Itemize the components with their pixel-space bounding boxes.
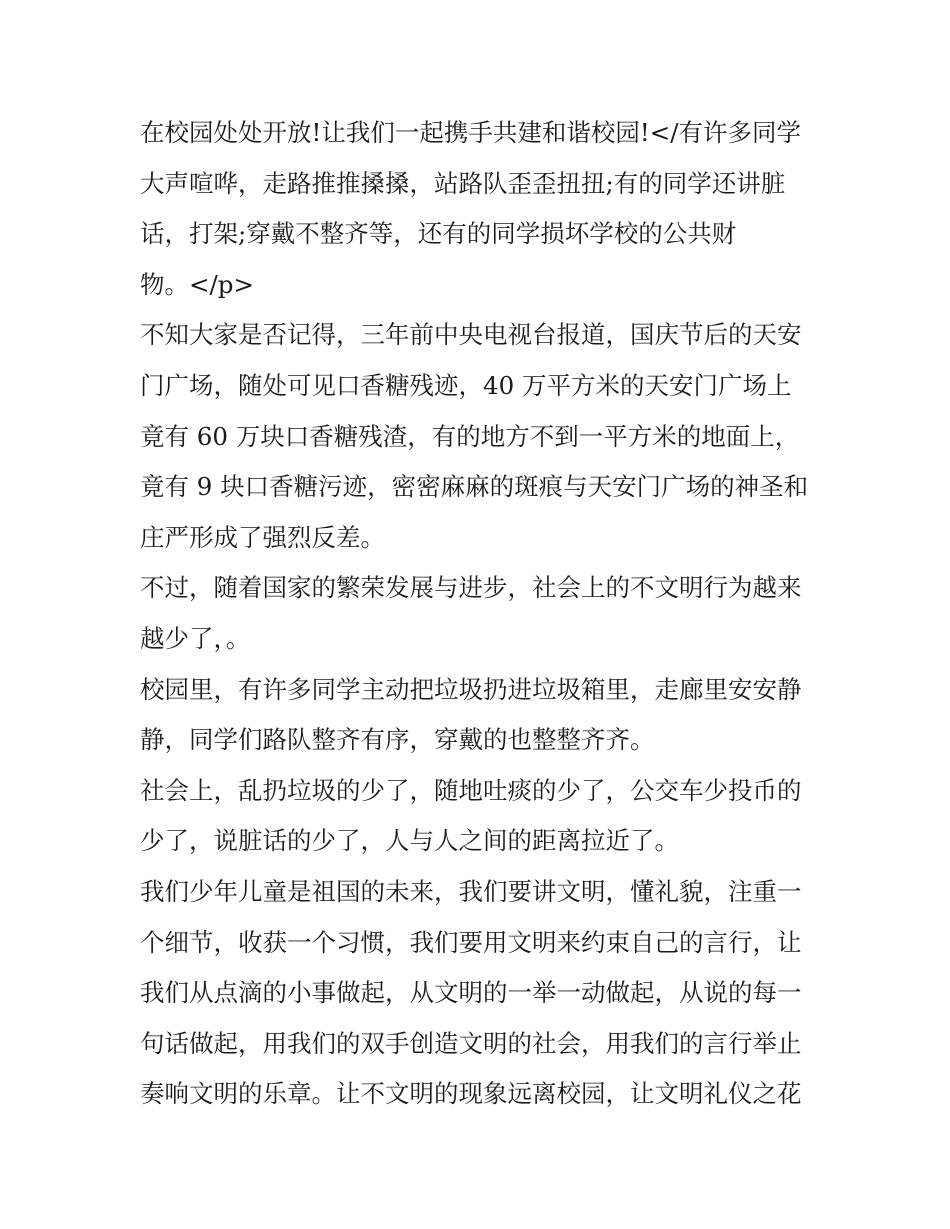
text-line: 我们少年儿童是祖国的未来，我们要讲文明，懂礼貌，注重一 bbox=[140, 876, 802, 906]
paragraph-1 bbox=[140, 108, 820, 310]
text-line: 句话做起，用我们的双手创造文明的社会，用我们的言行举止 bbox=[140, 1028, 802, 1058]
text-line: 竟有 9 块口香糖污迹，密密麻麻的斑痕与天安门广场的神圣和 bbox=[140, 472, 809, 502]
text-line: 少了，说脏话的少了，人与人之间的距离拉近了。 bbox=[140, 826, 679, 856]
text-line: 个细节，收获一个习惯，我们要用文明来约束自己的言行，让 bbox=[140, 927, 802, 957]
text-line: 在校园处处开放!让我们一起携手共建和谐校园!</有许多同学 bbox=[140, 118, 801, 147]
text-line: 我们从点滴的小事做起，从文明的一举一动做起，从说的每一 bbox=[140, 978, 802, 1008]
text-line: 庄严形成了强烈反差。 bbox=[140, 522, 385, 552]
paragraph-4 bbox=[140, 665, 820, 766]
text-line: 大声喧哗，走路推推搡搡，站路队歪歪扭扭;有的同学还讲脏 bbox=[140, 168, 786, 198]
text-line: 竟有 60 万块口香糖残渣，有的地方不到一平方米的地面上， bbox=[140, 421, 800, 451]
text-line: 奏响文明的乐章。让不文明的现象远离校园，让文明礼仪之花 bbox=[140, 1079, 802, 1109]
paragraph-5 bbox=[140, 766, 820, 867]
paragraph-2 bbox=[140, 310, 820, 563]
text-line: 静，同学们路队整齐有序，穿戴的也整整齐齐。 bbox=[140, 725, 655, 755]
document-body bbox=[140, 108, 820, 1120]
text-line: 越少了，。 bbox=[140, 623, 251, 653]
text-line: 不知大家是否记得，三年前中央电视台报道，国庆节后的天安 bbox=[140, 320, 802, 350]
text-line: 社会上，乱扔垃圾的少了，随地吐痰的少了，公交车少投币的 bbox=[140, 775, 802, 805]
paragraph-3 bbox=[140, 563, 820, 664]
text-line: 门广场，随处可见口香糖残迹，40 万平方米的天安门广场上 bbox=[140, 370, 792, 400]
text-line: 校园里，有许多同学主动把垃圾扔进垃圾箱里，走廊里安安静 bbox=[140, 674, 802, 704]
text-line: 物。</p> bbox=[140, 269, 254, 299]
text-line: 不过，随着国家的繁荣发展与进步，社会上的不文明行为越来 bbox=[140, 573, 802, 603]
text-line: 话，打架;穿戴不整齐等，还有的同学损坏学校的公共财 bbox=[140, 219, 737, 249]
paragraph-6 bbox=[140, 867, 820, 1120]
